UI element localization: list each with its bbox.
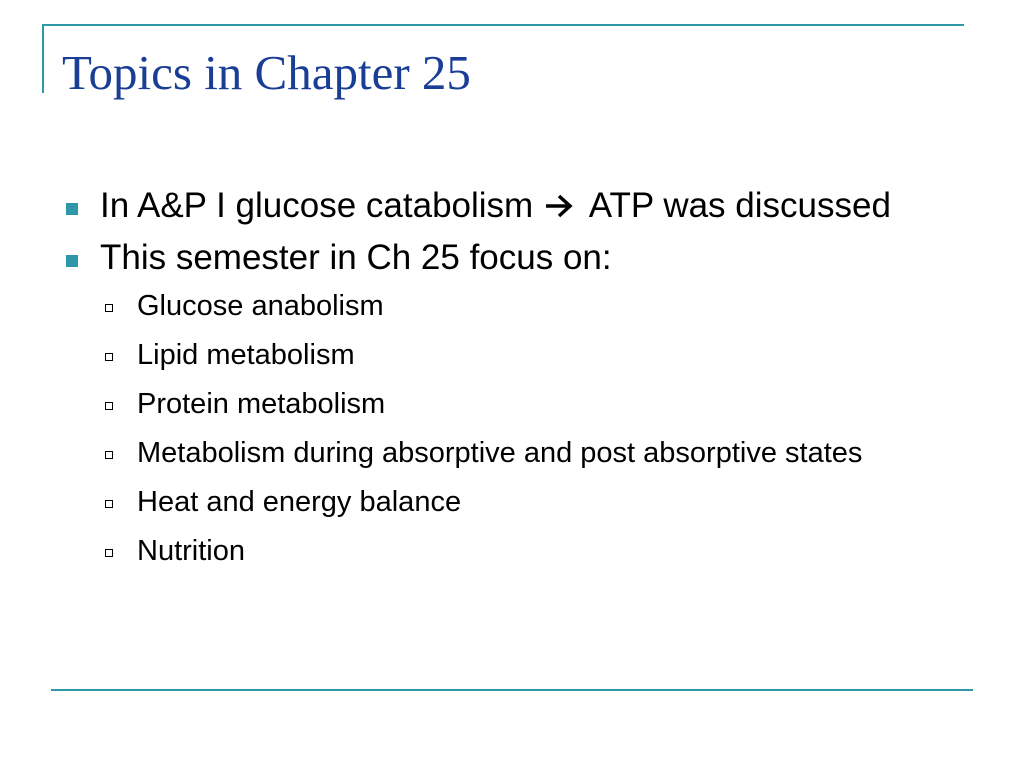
sub-bullet-item <box>60 533 970 569</box>
top-accent-line <box>42 24 964 26</box>
square-bullet-icon <box>66 255 78 267</box>
right-arrow-icon <box>545 193 575 219</box>
sub-bullet-list <box>60 288 970 569</box>
bullet-text-end: ATP was discussed <box>588 186 891 225</box>
sub-bullet-item <box>60 337 970 373</box>
sub-bullet-item <box>60 288 970 324</box>
square-bullet-icon <box>66 203 78 215</box>
bullet-text: This semester in Ch 25 focus on: <box>100 238 612 277</box>
hollow-square-bullet-icon <box>105 353 113 361</box>
sub-bullet-text: Glucose anabolism <box>137 290 384 322</box>
sub-bullet-text: Metabolism during absorptive and post absorptive states <box>137 437 863 469</box>
sub-bullet-item <box>60 386 970 422</box>
hollow-square-bullet-icon <box>105 451 113 459</box>
bullet-item-catabolism <box>60 184 970 228</box>
sub-bullet-text: Nutrition <box>137 535 245 567</box>
bullet-item-focus <box>60 236 970 280</box>
bullet-list <box>60 184 970 280</box>
hollow-square-bullet-icon <box>105 549 113 557</box>
hollow-square-bullet-icon <box>105 500 113 508</box>
sub-bullet-item <box>60 435 970 471</box>
left-accent-line <box>42 24 44 93</box>
hollow-square-bullet-icon <box>105 304 113 312</box>
bottom-accent-line <box>51 689 973 691</box>
slide-body <box>60 184 970 582</box>
sub-bullet-text: Lipid metabolism <box>137 339 355 371</box>
bullet-text-start: In A&P I glucose catabolism <box>100 186 534 225</box>
sub-bullet-text: Heat and energy balance <box>137 486 462 518</box>
sub-bullet-item <box>60 484 970 520</box>
slide-title: Topics in Chapter 25 <box>62 45 471 100</box>
sub-bullet-text: Protein metabolism <box>137 388 386 420</box>
hollow-square-bullet-icon <box>105 402 113 410</box>
